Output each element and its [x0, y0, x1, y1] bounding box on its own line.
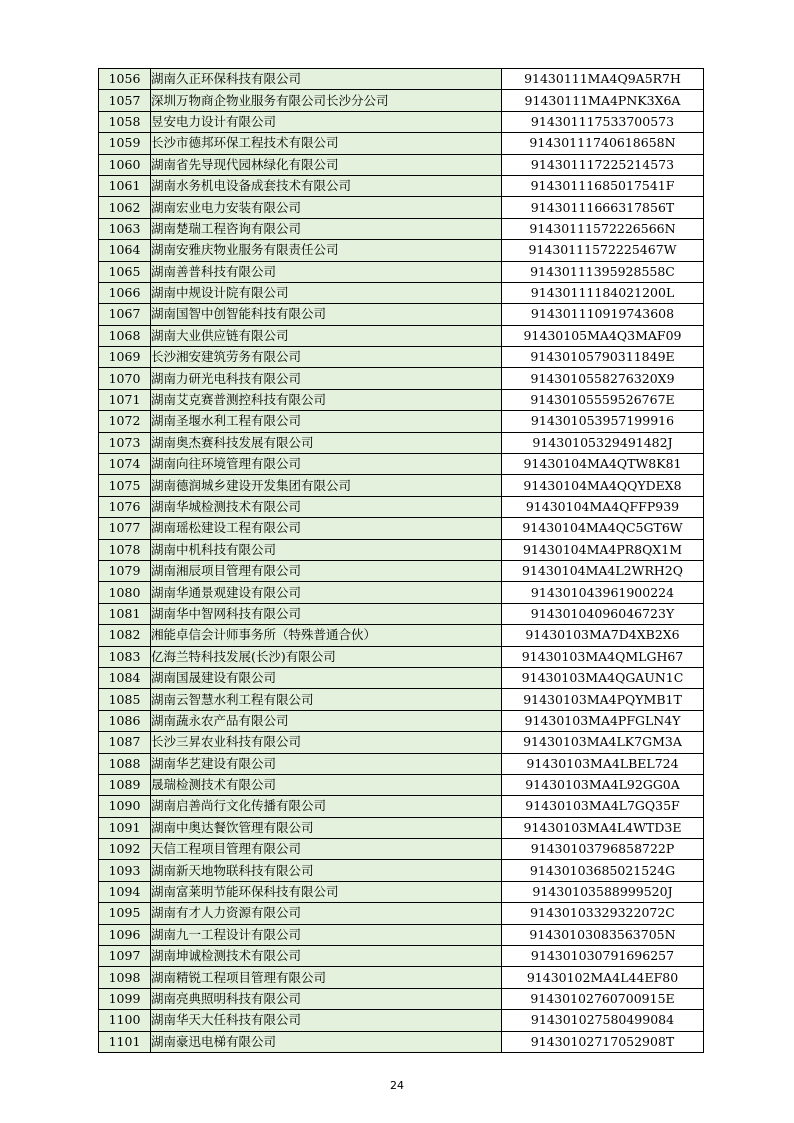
company-name-cell: 湖南坤诚检测技术有限公司	[151, 946, 502, 967]
table-row	[99, 646, 704, 667]
table-row	[99, 689, 704, 710]
table-row	[99, 411, 704, 432]
company-name-cell: 湖南华通景观建设有限公司	[151, 582, 502, 603]
company-name-cell: 湖南云智慧水利工程有限公司	[151, 689, 502, 710]
company-name-cell: 湖南华中智网科技有限公司	[151, 603, 502, 624]
credit-code-cell: 914301117225214573	[502, 154, 704, 175]
credit-code-cell: 914301027580499084	[502, 1010, 704, 1031]
row-number-cell: 1100	[99, 1010, 151, 1031]
credit-code-cell: 91430103MA4QMLGH67	[502, 646, 704, 667]
table-row	[99, 903, 704, 924]
company-name-cell: 长沙市德邦环保工程技术有限公司	[151, 133, 502, 154]
credit-code-cell: 91430103083563705N	[502, 924, 704, 945]
company-name-cell: 湘能卓信会计师事务所（特殊普通合伙）	[151, 625, 502, 646]
row-number-cell: 1056	[99, 69, 151, 90]
credit-code-cell: 91430111395928558C	[502, 261, 704, 282]
table-row	[99, 560, 704, 581]
company-name-cell: 晟瑞检测技术有限公司	[151, 774, 502, 795]
table-row	[99, 539, 704, 560]
company-name-cell: 长沙湘安建筑劳务有限公司	[151, 347, 502, 368]
company-name-cell: 湖南中规设计院有限公司	[151, 282, 502, 303]
company-name-cell: 湖南善普科技有限公司	[151, 261, 502, 282]
row-number-cell: 1079	[99, 560, 151, 581]
page-number: 24	[390, 1079, 404, 1092]
table-row	[99, 1010, 704, 1031]
row-number-cell: 1080	[99, 582, 151, 603]
company-name-cell: 湖南国智中创智能科技有限公司	[151, 304, 502, 325]
company-name-cell: 湖南力研光电科技有限公司	[151, 368, 502, 389]
credit-code-cell: 91430105559526767E	[502, 389, 704, 410]
row-number-cell: 1074	[99, 454, 151, 475]
company-name-cell: 湖南瑶松建设工程有限公司	[151, 518, 502, 539]
credit-code-cell: 91430103796858722P	[502, 839, 704, 860]
table-row	[99, 710, 704, 731]
company-name-cell: 湖南宏业电力安装有限公司	[151, 197, 502, 218]
table-row	[99, 261, 704, 282]
table-row	[99, 774, 704, 795]
table-row	[99, 432, 704, 453]
credit-code-cell: 91430111740618658N	[502, 133, 704, 154]
company-name-cell: 亿海兰特科技发展(长沙)有限公司	[151, 646, 502, 667]
credit-code-cell: 91430103685021524G	[502, 860, 704, 881]
registry-table-body	[99, 69, 704, 1053]
row-number-cell: 1061	[99, 175, 151, 196]
company-name-cell: 湖南九一工程设计有限公司	[151, 924, 502, 945]
row-number-cell: 1096	[99, 924, 151, 945]
company-name-cell: 湖南新天地物联科技有限公司	[151, 860, 502, 881]
row-number-cell: 1088	[99, 753, 151, 774]
row-number-cell: 1095	[99, 903, 151, 924]
row-number-cell: 1087	[99, 732, 151, 753]
credit-code-cell: 91430111572225467W	[502, 240, 704, 261]
row-number-cell: 1063	[99, 218, 151, 239]
credit-code-cell: 91430111MA4Q9A5R7H	[502, 69, 704, 90]
table-row	[99, 368, 704, 389]
row-number-cell: 1090	[99, 796, 151, 817]
credit-code-cell: 914301030791696257	[502, 946, 704, 967]
table-row	[99, 475, 704, 496]
company-name-cell: 昱安电力设计有限公司	[151, 111, 502, 132]
company-name-cell: 湖南楚瑞工程咨询有限公司	[151, 218, 502, 239]
row-number-cell: 1086	[99, 710, 151, 731]
table-row	[99, 154, 704, 175]
company-name-cell: 湖南圣堰水利工程有限公司	[151, 411, 502, 432]
table-row	[99, 282, 704, 303]
table-row	[99, 90, 704, 111]
table-row	[99, 496, 704, 517]
company-name-cell: 湖南华天大任科技有限公司	[151, 1010, 502, 1031]
row-number-cell: 1059	[99, 133, 151, 154]
table-row	[99, 133, 704, 154]
row-number-cell: 1070	[99, 368, 151, 389]
company-name-cell: 湖南德润城乡建设开发集团有限公司	[151, 475, 502, 496]
credit-code-cell: 914301110919743608	[502, 304, 704, 325]
row-number-cell: 1089	[99, 774, 151, 795]
credit-code-cell: 91430105329491482J	[502, 432, 704, 453]
row-number-cell: 1098	[99, 967, 151, 988]
credit-code-cell: 91430111MA4PNK3X6A	[502, 90, 704, 111]
company-name-cell: 湖南亮典照明科技有限公司	[151, 988, 502, 1009]
credit-code-cell: 91430111685017541F	[502, 175, 704, 196]
credit-code-cell: 914301043961900224	[502, 582, 704, 603]
credit-code-cell: 91430103329322072C	[502, 903, 704, 924]
table-row	[99, 817, 704, 838]
table-row	[99, 796, 704, 817]
table-row	[99, 839, 704, 860]
table-row	[99, 175, 704, 196]
company-name-cell: 湖南蔬永农产品有限公司	[151, 710, 502, 731]
table-row	[99, 1031, 704, 1052]
table-row	[99, 732, 704, 753]
table-row	[99, 347, 704, 368]
table-row	[99, 967, 704, 988]
row-number-cell: 1084	[99, 667, 151, 688]
company-name-cell: 湖南富莱明节能环保科技有限公司	[151, 881, 502, 902]
credit-code-cell: 91430104096046723Y	[502, 603, 704, 624]
company-name-cell: 湖南有才人力资源有限公司	[151, 903, 502, 924]
credit-code-cell: 91430103MA4L4WTD3E	[502, 817, 704, 838]
table-row	[99, 218, 704, 239]
row-number-cell: 1062	[99, 197, 151, 218]
row-number-cell: 1093	[99, 860, 151, 881]
table-row	[99, 946, 704, 967]
credit-code-cell: 91430104MA4L2WRH2Q	[502, 560, 704, 581]
row-number-cell: 1094	[99, 881, 151, 902]
company-name-cell: 湖南精锐工程项目管理有限公司	[151, 967, 502, 988]
table-row	[99, 988, 704, 1009]
row-number-cell: 1057	[99, 90, 151, 111]
credit-code-cell: 914301117533700573	[502, 111, 704, 132]
company-name-cell: 湖南水务机电设备成套技术有限公司	[151, 175, 502, 196]
credit-code-cell: 91430103MA4PFGLN4Y	[502, 710, 704, 731]
credit-code-cell: 914301053957199916	[502, 411, 704, 432]
company-name-cell: 湖南向往环境管理有限公司	[151, 454, 502, 475]
company-name-cell: 湖南艾克赛普测控科技有限公司	[151, 389, 502, 410]
company-name-cell: 湖南省先导现代园林绿化有限公司	[151, 154, 502, 175]
row-number-cell: 1078	[99, 539, 151, 560]
row-number-cell: 1077	[99, 518, 151, 539]
company-name-cell: 湖南中奥达餐饮管理有限公司	[151, 817, 502, 838]
row-number-cell: 1082	[99, 625, 151, 646]
table-row	[99, 582, 704, 603]
row-number-cell: 1073	[99, 432, 151, 453]
company-name-cell: 湖南中机科技有限公司	[151, 539, 502, 560]
company-name-cell: 湖南豪迅电梯有限公司	[151, 1031, 502, 1052]
table-row	[99, 325, 704, 346]
row-number-cell: 1069	[99, 347, 151, 368]
row-number-cell: 1097	[99, 946, 151, 967]
credit-code-cell: 91430103MA4QGAUN1C	[502, 667, 704, 688]
company-registry-table	[98, 68, 704, 1053]
row-number-cell: 1081	[99, 603, 151, 624]
row-number-cell: 1076	[99, 496, 151, 517]
row-number-cell: 1058	[99, 111, 151, 132]
table-row	[99, 240, 704, 261]
table-row	[99, 389, 704, 410]
row-number-cell: 1071	[99, 389, 151, 410]
row-number-cell: 1067	[99, 304, 151, 325]
credit-code-cell: 91430103588999520J	[502, 881, 704, 902]
credit-code-cell: 91430103MA4L7GQ35F	[502, 796, 704, 817]
company-name-cell: 湖南奥杰赛科技发展有限公司	[151, 432, 502, 453]
credit-code-cell: 91430104MA4QTW8K81	[502, 454, 704, 475]
table-row	[99, 860, 704, 881]
credit-code-cell: 91430104MA4QC5GT6W	[502, 518, 704, 539]
row-number-cell: 1092	[99, 839, 151, 860]
credit-code-cell: 91430103MA4LK7GM3A	[502, 732, 704, 753]
row-number-cell: 1083	[99, 646, 151, 667]
table-row	[99, 304, 704, 325]
credit-code-cell: 91430103MA4L92GG0A	[502, 774, 704, 795]
row-number-cell: 1072	[99, 411, 151, 432]
table-row	[99, 603, 704, 624]
row-number-cell: 1060	[99, 154, 151, 175]
row-number-cell: 1068	[99, 325, 151, 346]
table-row	[99, 667, 704, 688]
row-number-cell: 1065	[99, 261, 151, 282]
credit-code-cell: 91430104MA4QQYDEX8	[502, 475, 704, 496]
row-number-cell: 1075	[99, 475, 151, 496]
credit-code-cell: 91430111572226566N	[502, 218, 704, 239]
table-row	[99, 111, 704, 132]
credit-code-cell: 91430102MA4L44EF80	[502, 967, 704, 988]
row-number-cell: 1099	[99, 988, 151, 1009]
row-number-cell: 1101	[99, 1031, 151, 1052]
company-name-cell: 湖南启善尚行文化传播有限公司	[151, 796, 502, 817]
credit-code-cell: 91430102717052908T	[502, 1031, 704, 1052]
table-row	[99, 924, 704, 945]
table-row	[99, 69, 704, 90]
table-row	[99, 753, 704, 774]
company-name-cell: 湖南国晟建设有限公司	[151, 667, 502, 688]
credit-code-cell: 9143010558276320X9	[502, 368, 704, 389]
credit-code-cell: 91430104MA4QFFP939	[502, 496, 704, 517]
company-name-cell: 湖南华城检测技术有限公司	[151, 496, 502, 517]
credit-code-cell: 91430103MA4PQYMB1T	[502, 689, 704, 710]
company-name-cell: 天信工程项目管理有限公司	[151, 839, 502, 860]
company-name-cell: 湖南久正环保科技有限公司	[151, 69, 502, 90]
table-row	[99, 197, 704, 218]
company-name-cell: 深圳万物商企物业服务有限公司长沙分公司	[151, 90, 502, 111]
company-name-cell: 湖南华艺建设有限公司	[151, 753, 502, 774]
table-row	[99, 454, 704, 475]
table-row	[99, 881, 704, 902]
company-name-cell: 长沙三昇农业科技有限公司	[151, 732, 502, 753]
company-name-cell: 湖南湘辰项目管理有限公司	[151, 560, 502, 581]
credit-code-cell: 91430105MA4Q3MAF09	[502, 325, 704, 346]
table-row	[99, 518, 704, 539]
company-name-cell: 湖南大业供应链有限公司	[151, 325, 502, 346]
row-number-cell: 1091	[99, 817, 151, 838]
credit-code-cell: 91430102760700915E	[502, 988, 704, 1009]
table-row	[99, 625, 704, 646]
credit-code-cell: 91430103MA4LBEL724	[502, 753, 704, 774]
row-number-cell: 1085	[99, 689, 151, 710]
row-number-cell: 1064	[99, 240, 151, 261]
credit-code-cell: 91430111184021200L	[502, 282, 704, 303]
credit-code-cell: 91430111666317856T	[502, 197, 704, 218]
credit-code-cell: 91430105790311849E	[502, 347, 704, 368]
company-name-cell: 湖南安雅庆物业服务有限责任公司	[151, 240, 502, 261]
credit-code-cell: 91430103MA7D4XB2X6	[502, 625, 704, 646]
row-number-cell: 1066	[99, 282, 151, 303]
credit-code-cell: 91430104MA4PR8QX1M	[502, 539, 704, 560]
